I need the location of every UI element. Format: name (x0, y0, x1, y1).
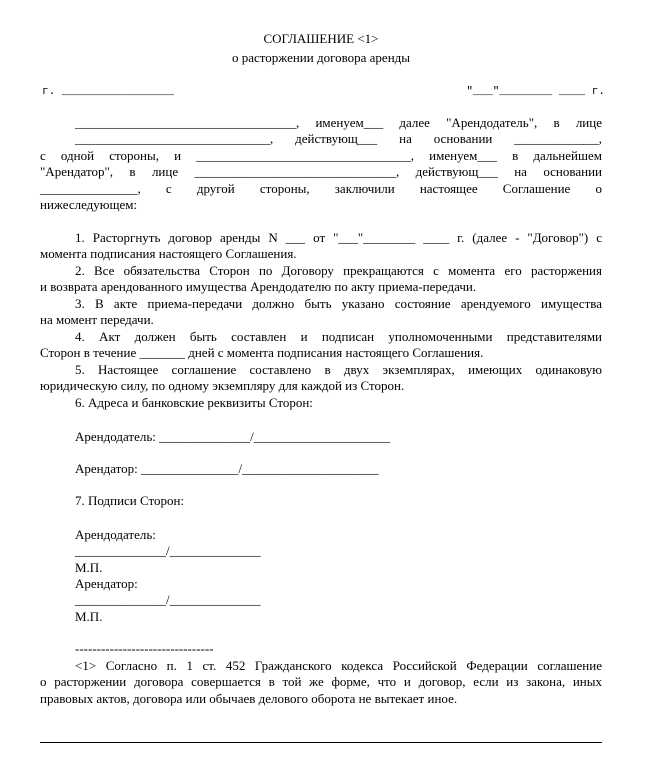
place-field: г. _________________ (42, 86, 175, 98)
footnote-line-2: о расторжении договора совершается в той же форме, что и договор, если из закона, иных (40, 674, 602, 689)
clause-2-line-2: и возврата арендованного имущества Арендодателю по акту приема-передачи. (40, 279, 477, 294)
intro-line-1: __________________________________, именуем___ далее "Арендодатель", в лице (75, 115, 602, 130)
footnote-line-1: <1> Согласно п. 1 ст. 452 Гражданского кодекса Российской Федерации соглашение (75, 658, 602, 673)
intro-line-5: _______________, с другой стороны, заключили настоящее Соглашение о (40, 181, 602, 196)
intro-line-6: нижеследующем: (40, 197, 138, 212)
clause-3-line-2: на момент передачи. (40, 312, 154, 327)
requisites-landlord: Арендодатель: ______________/_____________________ (75, 429, 391, 444)
clause-3-line-1: 3. В акте приема-передачи должно быть указано состояние арендуемого имущества (75, 296, 602, 311)
footnote-line-3: правовых актов, договора или обычаев делового оборота не вытекает иное. (40, 691, 458, 706)
date-field: "___"________ ____ г. (466, 86, 605, 98)
intro-line-4: "Арендатор", в лице _______________________________, действующ___ на основании (40, 164, 602, 179)
signature-tenant-line: ______________/______________ (75, 592, 261, 607)
signature-landlord-stamp: М.П. (75, 560, 103, 575)
intro-line-3: с одной стороны, и _________________________________, именуем___ в дальнейшем (40, 148, 602, 163)
clause-6: 6. Адреса и банковские реквизиты Сторон: (75, 395, 313, 410)
clause-5-line-2: юридическую силу, по одному экземпляру для каждой из Сторон. (40, 378, 405, 393)
signatures-heading: 7. Подписи Сторон: (75, 493, 185, 508)
clause-1-line-1: 1. Расторгнуть договор аренды N ___ от "___"________ ____ г. (далее - "Договор") с (75, 230, 602, 245)
clause-4-line-2: Сторон в течение _______ дней с момента подписания настоящего Соглашения. (40, 345, 484, 360)
footnote-separator: -------------------------------- (75, 641, 214, 656)
bottom-divider (40, 742, 602, 743)
clause-1-line-2: момента подписания настоящего Соглашения. (40, 246, 297, 261)
document-title: СОГЛАШЕНИЕ <1> (263, 31, 379, 46)
requisites-tenant: Арендатор: _______________/_____________________ (75, 461, 379, 476)
clause-5-line-1: 5. Настоящее соглашение составлено в двух экземплярах, имеющих одинаковую (75, 362, 602, 377)
document-subtitle: о расторжении договора аренды (231, 50, 411, 65)
signature-tenant-stamp: М.П. (75, 609, 103, 624)
clause-2-line-1: 2. Все обязательства Сторон по Договору прекращаются с момента его расторжения (75, 263, 602, 278)
intro-line-2: ______________________________, действующ___ на основании _____________, (75, 131, 602, 146)
clause-4-line-1: 4. Акт должен быть составлен и подписан уполномоченными представителями (75, 329, 602, 344)
signature-landlord-label: Арендодатель: (75, 527, 156, 542)
signature-landlord-line: ______________/______________ (75, 543, 261, 558)
signature-tenant-label: Арендатор: (75, 576, 138, 591)
